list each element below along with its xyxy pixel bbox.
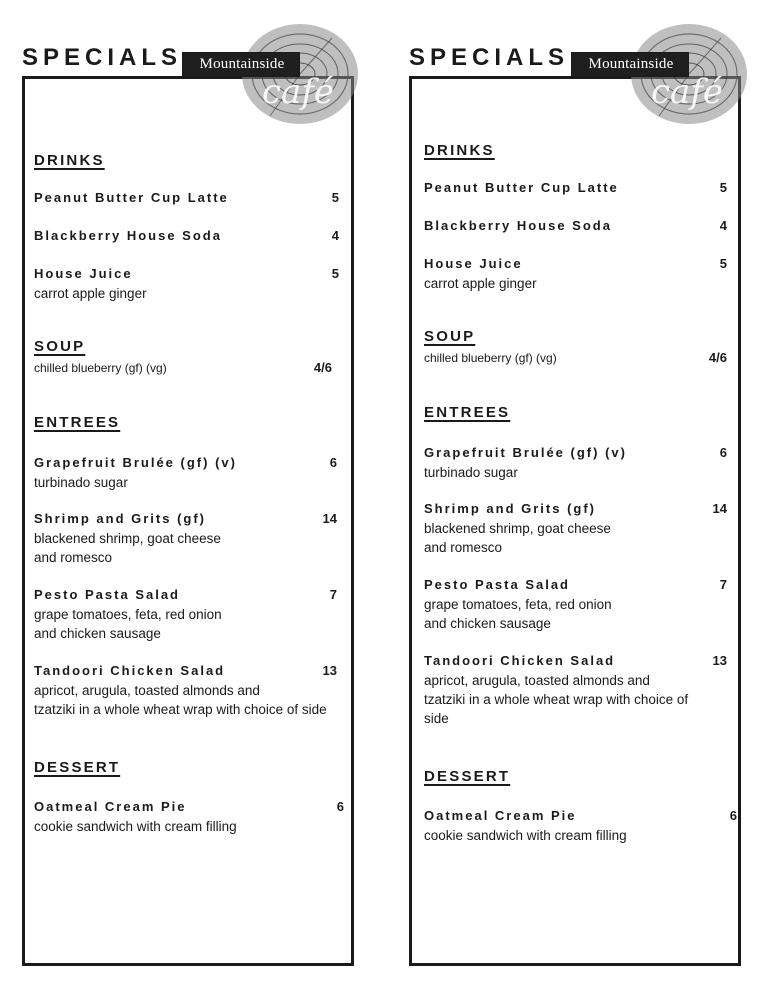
specials-heading: SPECIALS [409, 44, 570, 71]
item-price: 6 [719, 445, 727, 460]
specials-heading: SPECIALS [22, 44, 183, 71]
item-description: carrot apple ginger [34, 286, 147, 301]
item-price: 6 [329, 455, 337, 470]
section-title-dessert: DESSERT [424, 768, 511, 785]
item-name: Shrimp and Grits (gf) [34, 511, 206, 526]
item-price: 14 [322, 511, 337, 526]
item-price: 14 [712, 501, 727, 516]
section-title-entrees: ENTREES [424, 404, 511, 421]
item-name: Grapefruit Brulée (gf) (v) [424, 445, 627, 460]
item-description: turbinado sugar [424, 465, 518, 480]
item-price: 13 [322, 663, 337, 678]
specials-panel-right [409, 0, 754, 1000]
item-name: Blackberry House Soda [424, 218, 612, 233]
item-description: cookie sandwich with cream filling [34, 819, 237, 834]
item-description: chilled blueberry (gf) (vg) [34, 361, 167, 375]
item-name: Shrimp and Grits (gf) [424, 501, 596, 516]
logo-cafe-script: café [651, 72, 724, 112]
item-description: turbinado sugar [34, 475, 128, 490]
item-description: tzatziki in a whole wheat wrap with choice of side [34, 702, 327, 717]
item-name: Oatmeal Cream Pie [424, 808, 577, 823]
item-description: grape tomatoes, feta, red onion [34, 607, 222, 622]
section-title-soup: SOUP [424, 328, 476, 345]
item-price: 5 [719, 180, 727, 195]
item-price: 6 [336, 799, 344, 814]
logo-text: Mountainside [199, 56, 285, 72]
logo-text: Mountainside [588, 56, 674, 72]
item-name: Tandoori Chicken Salad [34, 663, 226, 678]
item-price: 7 [329, 587, 337, 602]
item-name: Peanut Butter Cup Latte [424, 180, 619, 195]
item-price: 5 [331, 266, 339, 281]
section-title-soup: SOUP [34, 338, 86, 355]
item-name: Oatmeal Cream Pie [34, 799, 187, 814]
logo-cafe-script: café [262, 72, 335, 112]
cafe-logo [571, 18, 751, 133]
item-description: and romesco [34, 550, 113, 565]
item-name: Pesto Pasta Salad [34, 587, 180, 602]
item-name: Pesto Pasta Salad [424, 577, 570, 592]
item-price: 13 [712, 653, 727, 668]
item-price: 5 [331, 190, 339, 205]
item-description: carrot apple ginger [424, 276, 537, 291]
cafe-logo [182, 18, 362, 133]
item-price: 4/6 [313, 360, 332, 375]
item-description: cookie sandwich with cream filling [424, 828, 627, 843]
section-title-drinks: DRINKS [424, 142, 495, 159]
item-description: tzatziki in a whole wheat wrap with choice of [424, 692, 689, 707]
item-name: House Juice [34, 266, 133, 281]
item-name: Peanut Butter Cup Latte [34, 190, 229, 205]
item-name: Grapefruit Brulée (gf) (v) [34, 455, 237, 470]
item-description: grape tomatoes, feta, red onion [424, 597, 612, 612]
item-name: House Juice [424, 256, 523, 271]
item-price: 6 [729, 808, 737, 823]
item-price: 4/6 [708, 350, 727, 365]
section-title-dessert: DESSERT [34, 759, 121, 776]
item-description: and romesco [424, 540, 503, 555]
item-name: Tandoori Chicken Salad [424, 653, 616, 668]
item-description: blackened shrimp, goat cheese [424, 521, 611, 536]
item-description: apricot, arugula, toasted almonds and [34, 683, 260, 698]
item-description: apricot, arugula, toasted almonds and [424, 673, 650, 688]
item-description: blackened shrimp, goat cheese [34, 531, 221, 546]
item-price: 4 [719, 218, 727, 233]
section-title-drinks: DRINKS [34, 152, 105, 169]
item-description: and chicken sausage [424, 616, 551, 631]
specials-panel-left [22, 0, 367, 1000]
item-price: 7 [719, 577, 727, 592]
item-price: 5 [719, 256, 727, 271]
item-description: chilled blueberry (gf) (vg) [424, 351, 557, 365]
section-title-entrees: ENTREES [34, 414, 121, 431]
item-name: Blackberry House Soda [34, 228, 222, 243]
item-description: side [424, 711, 449, 726]
item-description: and chicken sausage [34, 626, 161, 641]
item-price: 4 [331, 228, 339, 243]
